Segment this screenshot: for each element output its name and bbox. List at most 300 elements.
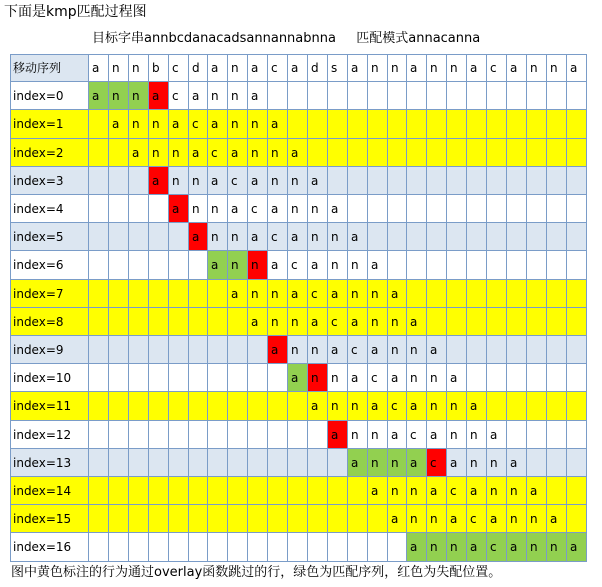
- matched-letter: n: [368, 449, 388, 477]
- matched-letter: n: [447, 533, 467, 562]
- row-label: index=1: [10, 110, 89, 139]
- table-cell: [169, 505, 189, 533]
- matched-letter: a: [407, 449, 427, 477]
- table-cell: [89, 280, 109, 308]
- table-cell: [248, 533, 268, 562]
- mismatch-letter: a: [189, 223, 208, 251]
- matched-letter: a: [507, 533, 527, 562]
- matched-letter: a: [467, 533, 487, 562]
- table-cell: [149, 505, 169, 533]
- table-cell: [189, 449, 208, 477]
- pattern-letter: n: [268, 167, 288, 195]
- table-cell: [447, 280, 467, 308]
- pattern-letter: a: [368, 251, 388, 280]
- table-cell: [109, 251, 129, 280]
- table-cell: [228, 533, 248, 562]
- pattern-letter: c: [169, 82, 189, 110]
- table-cell: [368, 167, 388, 195]
- table-cell: [487, 195, 507, 223]
- pattern-letter: a: [208, 167, 228, 195]
- table-cell: [109, 195, 129, 223]
- mismatch-letter: a: [328, 421, 348, 449]
- table-cell: [308, 505, 328, 533]
- table-cell: [268, 449, 288, 477]
- table-cell: [487, 336, 507, 364]
- table-cell: [467, 82, 487, 110]
- row-label: index=13: [10, 449, 89, 477]
- row-label: index=10: [10, 364, 89, 392]
- page-title: 下面是kmp匹配过程图: [4, 4, 147, 20]
- table-cell: [407, 251, 427, 280]
- header-letter: a: [348, 54, 368, 82]
- table-cell: [427, 223, 447, 251]
- pattern-letter: a: [308, 167, 328, 195]
- header-letter: n: [109, 54, 129, 82]
- pattern-letter: c: [228, 167, 248, 195]
- table-cell: [248, 505, 268, 533]
- table-cell: [427, 110, 447, 139]
- table-cell: [567, 449, 587, 477]
- pattern-letter: a: [248, 167, 268, 195]
- matched-letter: n: [547, 533, 567, 562]
- pattern-letter: n: [189, 195, 208, 223]
- pattern-letter: a: [348, 364, 368, 392]
- table-cell: [308, 110, 328, 139]
- table-cell: [169, 477, 189, 505]
- table-cell: [208, 533, 228, 562]
- table-cell: [407, 139, 427, 167]
- table-cell: [487, 364, 507, 392]
- table-cell: [567, 392, 587, 421]
- pattern-letter: n: [248, 110, 268, 139]
- pattern-letter: a: [328, 195, 348, 223]
- pattern-letter: a: [467, 392, 487, 421]
- table-cell: [388, 139, 407, 167]
- pattern-letter: a: [248, 308, 268, 336]
- pattern-letter: n: [527, 505, 547, 533]
- table-cell: [507, 421, 527, 449]
- table-cell: [109, 280, 129, 308]
- table-cell: [228, 477, 248, 505]
- table-cell: [487, 251, 507, 280]
- table-cell: [109, 223, 129, 251]
- table-cell: [89, 251, 109, 280]
- header-letter: n: [527, 54, 547, 82]
- row-label: index=2: [10, 139, 89, 167]
- pattern-letter: a: [368, 336, 388, 364]
- table-cell: [388, 533, 407, 562]
- header-letter: c: [268, 54, 288, 82]
- table-cell: [169, 421, 189, 449]
- table-cell: [567, 195, 587, 223]
- table-cell: [109, 308, 129, 336]
- table-cell: [149, 477, 169, 505]
- subtitle: [92, 30, 480, 48]
- pattern-letter: a: [388, 364, 407, 392]
- table-cell: [169, 251, 189, 280]
- table-cell: [288, 449, 308, 477]
- table-cell: [268, 477, 288, 505]
- table-cell: [388, 195, 407, 223]
- table-cell: [567, 223, 587, 251]
- matched-letter: a: [89, 82, 109, 110]
- pattern-letter: n: [467, 421, 487, 449]
- table-cell: [547, 280, 567, 308]
- table-cell: [447, 82, 467, 110]
- pattern-letter: n: [268, 308, 288, 336]
- table-cell: [129, 421, 149, 449]
- matched-letter: n: [109, 82, 129, 110]
- table-cell: [487, 139, 507, 167]
- table-cell: [567, 139, 587, 167]
- pattern-letter: a: [268, 195, 288, 223]
- pattern-letter: c: [208, 139, 228, 167]
- table-cell: [288, 505, 308, 533]
- table-cell: [268, 82, 288, 110]
- table-cell: [149, 280, 169, 308]
- pattern-letter: n: [149, 110, 169, 139]
- table-cell: [447, 336, 467, 364]
- header-letter: c: [487, 54, 507, 82]
- row-label: index=5: [10, 223, 89, 251]
- table-cell: [527, 336, 547, 364]
- table-cell: [407, 167, 427, 195]
- table-cell: [328, 449, 348, 477]
- row-label: index=3: [10, 167, 89, 195]
- table-cell: [169, 449, 189, 477]
- row-label: index=11: [10, 392, 89, 421]
- table-cell: [288, 392, 308, 421]
- table-cell: [567, 308, 587, 336]
- pattern-letter: a: [189, 139, 208, 167]
- header-letter: a: [567, 54, 587, 82]
- pattern-letter: n: [427, 364, 447, 392]
- table-cell: [407, 82, 427, 110]
- table-cell: [109, 336, 129, 364]
- pattern-letter: a: [368, 477, 388, 505]
- table-cell: [467, 336, 487, 364]
- pattern-letter: a: [308, 251, 328, 280]
- table-cell: [507, 139, 527, 167]
- pattern-letter: a: [527, 477, 547, 505]
- table-cell: [447, 223, 467, 251]
- pattern-letter: a: [388, 421, 407, 449]
- pattern-letter: n: [208, 195, 228, 223]
- table-cell: [567, 477, 587, 505]
- header-letter: a: [407, 54, 427, 82]
- table-cell: [228, 449, 248, 477]
- table-cell: [328, 533, 348, 562]
- pattern-letter: n: [348, 280, 368, 308]
- table-cell: [189, 505, 208, 533]
- table-cell: [547, 364, 567, 392]
- table-cell: [109, 449, 129, 477]
- table-cell: [248, 392, 268, 421]
- table-cell: [189, 421, 208, 449]
- table-cell: [527, 392, 547, 421]
- table-cell: [388, 82, 407, 110]
- pattern-letter: c: [328, 308, 348, 336]
- pattern-letter: a: [427, 477, 447, 505]
- pattern-letter: a: [368, 392, 388, 421]
- table-cell: [228, 336, 248, 364]
- table-cell: [447, 251, 467, 280]
- header-letter: n: [547, 54, 567, 82]
- pattern-letter: a: [288, 280, 308, 308]
- table-cell: [129, 449, 149, 477]
- table-cell: [427, 167, 447, 195]
- table-cell: [228, 505, 248, 533]
- pattern-letter: a: [248, 82, 268, 110]
- table-cell: [507, 280, 527, 308]
- pattern-letter: n: [288, 308, 308, 336]
- pattern-letter: a: [447, 364, 467, 392]
- table-cell: [149, 251, 169, 280]
- table-cell: [447, 195, 467, 223]
- table-cell: [288, 421, 308, 449]
- pattern-letter: n: [328, 223, 348, 251]
- header-letter: a: [288, 54, 308, 82]
- pattern-letter: a: [169, 110, 189, 139]
- table-cell: [228, 421, 248, 449]
- pattern-letter: c: [447, 477, 467, 505]
- table-cell: [467, 167, 487, 195]
- table-cell: [507, 336, 527, 364]
- pattern-letter: n: [348, 421, 368, 449]
- table-cell: [288, 477, 308, 505]
- table-cell: [89, 167, 109, 195]
- pattern-letter: a: [487, 505, 507, 533]
- pattern-letter: a: [328, 280, 348, 308]
- table-cell: [248, 421, 268, 449]
- table-cell: [89, 110, 109, 139]
- table-cell: [348, 82, 368, 110]
- table-cell: [248, 336, 268, 364]
- row-label: index=12: [10, 421, 89, 449]
- table-cell: [467, 364, 487, 392]
- table-cell: [129, 223, 149, 251]
- pattern-letter: n: [328, 251, 348, 280]
- mismatch-letter: n: [308, 364, 328, 392]
- table-cell: [328, 167, 348, 195]
- table-cell: [507, 167, 527, 195]
- table-cell: [348, 477, 368, 505]
- table-cell: [89, 195, 109, 223]
- pattern-letter: n: [169, 167, 189, 195]
- pattern-letter: n: [328, 392, 348, 421]
- table-cell: [527, 110, 547, 139]
- table-cell: [208, 364, 228, 392]
- pattern-letter: a: [328, 336, 348, 364]
- mismatch-letter: n: [248, 251, 268, 280]
- header-letter: b: [149, 54, 169, 82]
- pattern-letter: n: [467, 449, 487, 477]
- table-cell: [388, 110, 407, 139]
- table-cell: [487, 167, 507, 195]
- pattern-letter: n: [348, 251, 368, 280]
- pattern-letter: n: [268, 139, 288, 167]
- matched-letter: a: [348, 449, 368, 477]
- table-cell: [228, 308, 248, 336]
- pattern-letter: n: [288, 167, 308, 195]
- table-cell: [447, 308, 467, 336]
- table-cell: [208, 392, 228, 421]
- table-cell: [467, 223, 487, 251]
- table-cell: [149, 308, 169, 336]
- table-cell: [288, 110, 308, 139]
- pattern-letter: n: [507, 505, 527, 533]
- pattern-letter: a: [308, 308, 328, 336]
- table-cell: [567, 280, 587, 308]
- pattern-letter: a: [447, 449, 467, 477]
- table-cell: [288, 533, 308, 562]
- pattern-letter: n: [228, 82, 248, 110]
- table-cell: [308, 477, 328, 505]
- table-cell: [467, 308, 487, 336]
- pattern-letter: n: [308, 336, 328, 364]
- pattern-letter: n: [169, 139, 189, 167]
- table-cell: [89, 449, 109, 477]
- matched-letter: n: [388, 449, 407, 477]
- table-cell: [129, 280, 149, 308]
- pattern-letter: a: [228, 195, 248, 223]
- table-cell: [149, 533, 169, 562]
- table-cell: [427, 280, 447, 308]
- pattern-letter: n: [189, 167, 208, 195]
- matched-letter: n: [129, 82, 149, 110]
- table-cell: [427, 139, 447, 167]
- table-cell: [507, 308, 527, 336]
- pattern-letter: n: [248, 139, 268, 167]
- table-cell: [189, 477, 208, 505]
- matched-letter: c: [487, 533, 507, 562]
- table-cell: [169, 280, 189, 308]
- pattern-letter: a: [467, 477, 487, 505]
- pattern-letter: n: [208, 223, 228, 251]
- pattern-letter: a: [308, 392, 328, 421]
- pattern-letter: c: [288, 251, 308, 280]
- pattern-letter: n: [388, 308, 407, 336]
- table-cell: [527, 251, 547, 280]
- table-cell: [547, 195, 567, 223]
- row-label: index=6: [10, 251, 89, 280]
- table-cell: [169, 364, 189, 392]
- pattern-letter: a: [507, 449, 527, 477]
- table-cell: [129, 477, 149, 505]
- table-cell: [407, 110, 427, 139]
- pattern-letter: n: [288, 195, 308, 223]
- pattern-letter: n: [328, 364, 348, 392]
- table-cell: [129, 392, 149, 421]
- caption: 图中黄色标注的行为通过overlay函数跳过的行，绿色为匹配序列，红色为失配位置。: [11, 565, 502, 580]
- table-cell: [527, 167, 547, 195]
- table-cell: [447, 139, 467, 167]
- header-letter: d: [308, 54, 328, 82]
- pattern-letter: a: [129, 139, 149, 167]
- pattern-letter: n: [368, 280, 388, 308]
- table-cell: [169, 308, 189, 336]
- pattern-letter: n: [248, 280, 268, 308]
- mismatch-letter: a: [149, 167, 169, 195]
- pattern-letter: n: [149, 139, 169, 167]
- table-cell: [368, 82, 388, 110]
- row-label: index=9: [10, 336, 89, 364]
- table-cell: [328, 477, 348, 505]
- table-cell: [129, 195, 149, 223]
- table-cell: [527, 139, 547, 167]
- table-cell: [109, 392, 129, 421]
- table-cell: [447, 167, 467, 195]
- header-letter: c: [169, 54, 189, 82]
- table-cell: [89, 364, 109, 392]
- pattern-letter: n: [487, 449, 507, 477]
- pattern-letter: a: [427, 336, 447, 364]
- table-cell: [208, 308, 228, 336]
- table-cell: [89, 223, 109, 251]
- table-cell: [567, 336, 587, 364]
- table-cell: [487, 308, 507, 336]
- table-cell: [527, 364, 547, 392]
- table-cell: [527, 280, 547, 308]
- table-cell: [268, 364, 288, 392]
- pattern-letter: a: [547, 505, 567, 533]
- table-cell: [328, 110, 348, 139]
- table-cell: [507, 82, 527, 110]
- table-cell: [208, 505, 228, 533]
- table-cell: [467, 195, 487, 223]
- table-cell: [547, 477, 567, 505]
- table-cell: [308, 139, 328, 167]
- table-cell: [547, 223, 567, 251]
- table-cell: [547, 336, 567, 364]
- pattern-letter: a: [268, 251, 288, 280]
- table-cell: [507, 392, 527, 421]
- pattern-letter: n: [368, 308, 388, 336]
- matched-letter: a: [567, 533, 587, 562]
- table-cell: [149, 421, 169, 449]
- table-cell: [368, 223, 388, 251]
- table-cell: [149, 364, 169, 392]
- table-cell: [89, 533, 109, 562]
- table-cell: [547, 308, 567, 336]
- table-cell: [368, 195, 388, 223]
- pattern-letter: a: [388, 280, 407, 308]
- matched-letter: a: [407, 533, 427, 562]
- table-cell: [328, 82, 348, 110]
- table-cell: [149, 223, 169, 251]
- table-cell: [189, 280, 208, 308]
- pattern-letter: a: [447, 505, 467, 533]
- table-cell: [248, 449, 268, 477]
- table-cell: [109, 505, 129, 533]
- pattern-letter: a: [189, 82, 208, 110]
- table-cell: [487, 392, 507, 421]
- table-cell: [487, 280, 507, 308]
- pattern-letter: c: [407, 421, 427, 449]
- table-cell: [189, 533, 208, 562]
- table-cell: [547, 449, 567, 477]
- table-cell: [368, 533, 388, 562]
- pattern-letter: n: [308, 195, 328, 223]
- pattern-letter: a: [228, 139, 248, 167]
- row-label: index=8: [10, 308, 89, 336]
- pattern-letter: c: [368, 364, 388, 392]
- table-cell: [89, 421, 109, 449]
- mismatch-letter: a: [268, 336, 288, 364]
- table-cell: [308, 449, 328, 477]
- pattern-letter: n: [388, 477, 407, 505]
- pattern-letter: c: [388, 392, 407, 421]
